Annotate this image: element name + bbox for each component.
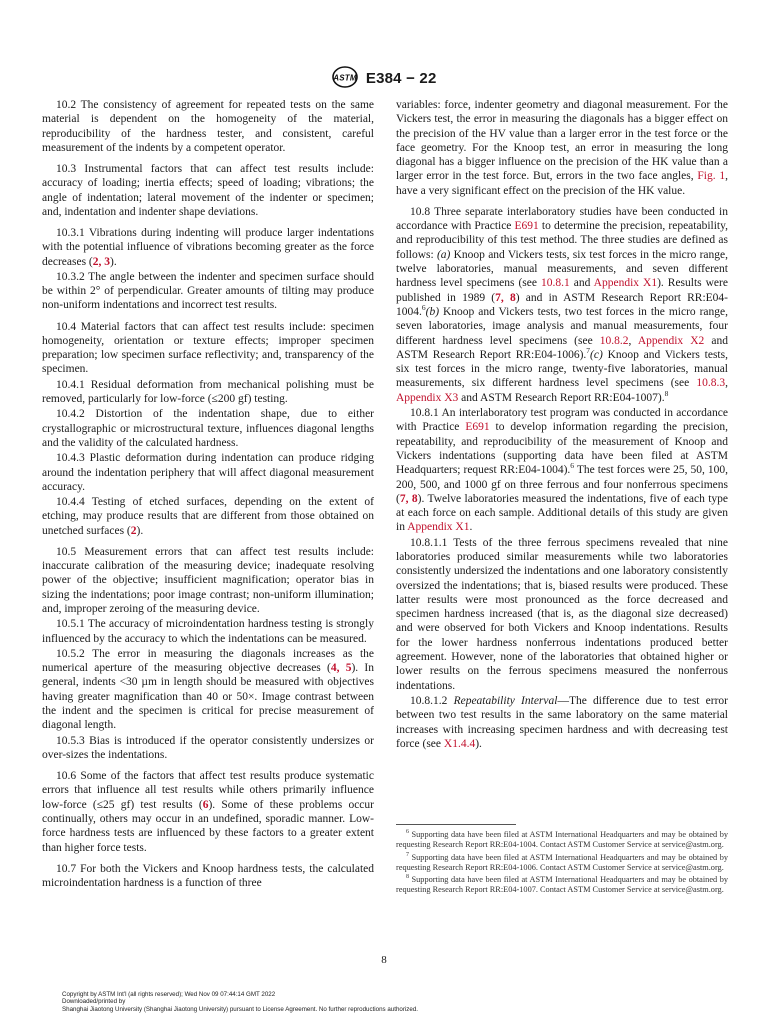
section-10-5: 10.5 Measurement errors that can affect test results include: inaccurate calibration of the measuring device; inadequate resolving power of the objective; insufficient magnification; operator bias in sizing the indentations; poor image contrast; non-uniform illumination; and, improper zeroing of the measuring device. [42, 545, 374, 615]
footnote-8: $^8$ Supporting data have been filed at ASTM International Headquarters and may be obtained by requesting Research Report RR:E04-1007. Contact ASTM Customer Service at service@astm.org. [396, 874, 728, 895]
section-10-7-continued: variables: force, indenter geometry and diagonal measurement. For the Vickers test, the error in measuring the diagonals has a bigger effect on the precision of the HV value than a larger error in the test force or the face geometry. For the Knoop test, an error in measuring the long diagonal has a bigger influence on the precision of the HK value than a larger error in the test force. But, errors in the two face angles, Fig. 1, have a very significant effect on the precision of the HK value. [396, 99, 729, 197]
reference-link[interactable]: 7, 8 [495, 291, 516, 304]
footnote-divider [396, 824, 516, 825]
section-10-3-2: 10.3.2 The angle between the indenter and specimen surface should be within 2° of perpendicular. Greater amounts of tilting may produce non-uniform indentations and incorrect test results. [42, 270, 374, 312]
section-10-3-1: 10.3.1 Vibrations during indenting will produce larger indentations with the potential influence of vibrations becoming greater as the force decreases (2, 3). [42, 226, 374, 268]
section-10-5-2: 10.5.2 The error in measuring the diagonals increases as the numerical aperture of the measuring objective decreases (4, 5). In general, indents <30 µm in length should be measured with objectives having greater magnification than 40 or 50×. Image contrast between the indent and the specimen is critical for precise measurement of diagonal length. [42, 647, 374, 732]
astm-logo-icon [332, 66, 358, 88]
section-10-5-1: 10.5.1 The accuracy of microindentation hardness testing is strongly influenced by the accuracy to which the indentations can be measured. [42, 618, 374, 645]
left-column [42, 98, 374, 897]
section-10-4-3: 10.4.3 Plastic deformation during indentation can produce ridging around the indentation periphery that will affect diagonal measurement accuracy. [42, 452, 374, 493]
section-link[interactable]: 10.8.2 [599, 334, 629, 347]
section-10-4-2: 10.4.2 Distortion of the indentation shape, due to either crystallographic or microstructural texture, influences diagonal lengths and the validity of the calculated hardness. [42, 408, 374, 449]
appendix-link[interactable]: Appendix X3 [396, 391, 459, 404]
appendix-link[interactable]: Appendix X1 [407, 521, 470, 534]
figure-link[interactable]: Fig. 1 [697, 170, 726, 183]
license-line: Shanghai Jiaotong University (Shanghai Jiaotong University) pursuant to License Agreement. No further reproductions authorized. [62, 1005, 418, 1013]
section-10-4-4: 10.4.4 Testing of etched surfaces, depending on the extent of etching, may produce results that are different from those obtained on unetched surfaces (2). [42, 496, 374, 537]
standard-designation: E384 − 22 [365, 70, 437, 87]
appendix-link[interactable]: Appendix X1 [593, 277, 658, 290]
section-10-4: 10.4 Material factors that can affect test results include: specimen homogeneity, orientation or texture effects; improper specimen preparation; low specimen surface reflectivity; and, transparency of the specimen. [42, 320, 374, 376]
svg-text:ASTM: ASTM [332, 73, 357, 83]
footnote-6: $^6$ Supporting data have been filed at ASTM International Headquarters and may be obtained by requesting Research Report RR:E04-1004. Contact ASTM Customer Service at service@astm.org. [396, 829, 728, 850]
reference-link[interactable]: 6 [202, 798, 209, 811]
section-10-6: 10.6 Some of the factors that affect test results produce systematic errors that influence all test results while others primarily influence low-force (≤25 gf) test results (6). Some of these problems occur continually, others may occur in an undefined, sporadic manner. Low-force hardness tests are influenced by these factors to a greater extent than higher force tests. [42, 770, 374, 854]
download-line: Downloaded/printed by [62, 998, 126, 1006]
section-10-7: 10.7 For both the Vickers and Knoop hardness tests, the calculated microindentation hardness is a function of three [42, 862, 374, 889]
page-header [0, 66, 768, 88]
reference-link[interactable]: 4, 5 [330, 662, 352, 675]
reference-link[interactable]: 2, 3 [92, 255, 111, 268]
reference-link[interactable]: 7, 8 [399, 492, 418, 505]
page-number: 8 [381, 954, 387, 966]
section-10-4-1: 10.4.1 Residual deformation from mechanical polishing must be removed, particularly for low-force (≤200 gf) testing. [42, 378, 374, 406]
section-10-2: 10.2 The consistency of agreement for repeated tests on the same material is dependent on the homogeneity of the material, reproducibility of the hardness tester, and consistent, careful measurement of the indents by a competent operator. [42, 99, 374, 154]
section-10-3: 10.3 Instrumental factors that can affect test results include: accuracy of loading; inertia effects; speed of loading; vibrations; the angle of indentation; lateral movement of the indenter or specimen; and, indentation and indenter shape deviations. [42, 162, 374, 218]
section-10-8-1-2: 10.8.1.2 Repeatability Interval—The difference due to test error between two test results in the same laboratory on the same material increases with increasing specimen hardness and with decreasing test force (see X1.4.4). [396, 694, 729, 750]
footnotes [396, 830, 728, 898]
practice-link[interactable]: E691 [514, 220, 539, 233]
reference-link[interactable]: 2 [130, 524, 137, 537]
practice-link[interactable]: E691 [465, 421, 490, 434]
appendix-link[interactable]: Appendix X2 [637, 334, 705, 347]
section-10-8-1-1: 10.8.1.1 Tests of the three ferrous specimens revealed that nine laboratories produced similar measurements while two laboratories consistently undersized the indentations and one laboratory consistently oversized the indentations; that is, biased results were produced. These latter results were most pronounced as the force decreased and specimen hardness increased (that is, as the diagonal size decreased) and were observed for both Vickers and Knoop indentations. Results for the lower hardness nonferrous indentations produced better agreement. However, none of the laboratories that obtained higher or lower results on the ferrous specimens measured the nonferrous indentations. [396, 536, 728, 692]
section-link[interactable]: 10.8.1 [540, 277, 570, 290]
footnote-7: $^7$ Supporting data have been filed at ASTM International Headquarters and may be obtained by requesting Research Report RR:E04-1006. Contact ASTM Customer Service at service@astm.org. [396, 851, 728, 872]
copyright-line: Copyright by ASTM Int'l (all rights reserved); Wed Nov 09 07:44:14 GMT 2022 [62, 991, 276, 998]
section-link[interactable]: 10.8.3 [696, 377, 726, 390]
right-column [396, 98, 728, 758]
section-10-8-1: 10.8.1 An interlaboratory test program was conducted in accordance with Practice E691 to develop information regarding the precision, repeatability, and reproducibility of the measurement of Knoop and Vickers indentations (supporting data have been filed at ASTM Headquarters; request RR:E04-1004).$^6$ The test forces were 25, 50, 100, 200, 500, and 1000 gf on three ferrous and four nonferrous specimens (7, 8). Twelve laboratories measured the indentations, five of each type at each force on each sample. Additional details of this study are given in Appendix X1. [396, 407, 729, 534]
copyright-notice [62, 991, 418, 1013]
section-10-5-3: 10.5.3 Bias is introduced if the operator consistently undersizes or over-sizes the indentations. [42, 734, 374, 761]
section-10-8: 10.8 Three separate interlaboratory studies have been conducted in accordance with Practice E691 to determine the precision, repeatability, and reproducibility of this test method. The three studies are defined as follows: (a) Knoop and Vickers tests, six test forces in the micro range, twelve laboratories, manual measurements, and seven different hardness level specimens (see 10.8.1 and Appendix X1). Results were published in 1989 (7, 8) and in ASTM Research Report RR:E04-1004.$^6$(b) Knoop and Vickers tests, two test forces in the micro range, seven laboratories, image analysis and manual measurements, four different hardness level specimens (see 10.8.2, Appendix X2 and ASTM Research Report RR:E04-1006).$^7$(c) Knoop and Vickers tests, six test forces in the micro range, twenty-five laboratories, manual measurements, six different hardness level specimens (see 10.8.3, Appendix X3 and ASTM Research Report RR:E04-1007).$^8$ [396, 205, 729, 404]
appendix-section-link[interactable]: X1.4.4 [443, 737, 476, 750]
